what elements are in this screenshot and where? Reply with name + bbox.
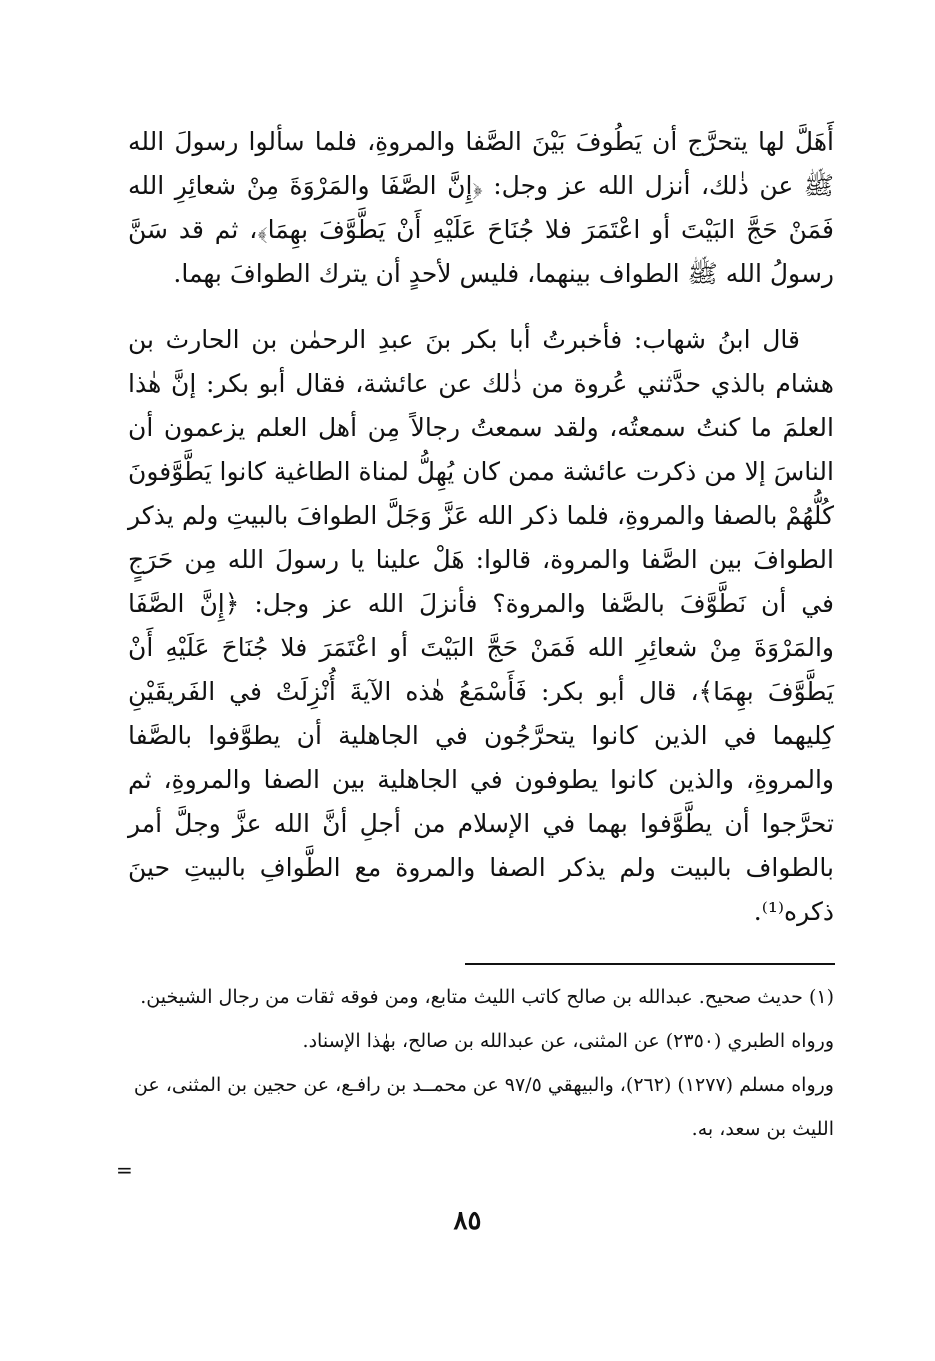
footnote-2: ورواه الطبري (٢٣٥٠) عن المثنى، عن عبدالله بن صالح، بهٰذا الإسناد. — [302, 1030, 834, 1052]
continuation-mark: = — [116, 1158, 133, 1182]
page-number: ٨٥ — [453, 1206, 482, 1236]
footnote-1: (١) حديث صحيح. عبدالله بن صالح كاتب الليث متابع، ومن فوقه ثقات من رجال الشيخين. — [140, 986, 834, 1008]
main-text — [128, 120, 834, 934]
paragraph-2: قال ابنُ شهاب: فأخبرتُ أبا بكر بنَ عبدِ الرحمٰن بن الحارث بن هشام بالذي حدَّثني عُروة من ذٰلك عن عائشة، فقال أبو بكر: إنَّ هٰذا العلمَ ما كنتُ سمعتُه، ولقد سمعتُ رجالاً مِن أهل العلم يزعمون أن الناسَ إلا من ذكرت عائشة ممن كان يُهِلُّ لمناة الطاغية كانوا يَطَّوَّفونَ كُلُّهُمْ بالصفا والمروةِ، فلما ذكر الله عَزَّ وَجَلَّ الطوافَ بالبيتِ ولم يذكر الطوافَ بين الصَّفا والمروة، قالوا: هَلْ علينا يا رسولَ الله مِن حَرَجٍ في أن نَطَّوَّفَ بالصَّفا والمروة؟ فأنزلَ الله عز وجل: ﴿إِنَّ الصَّفَا والمَرْوَةَ مِنْ شعائِرِ الله فَمَنْ حَجَّ البَيْتَ أو اعْتَمَرَ فلا جُنَاحَ عَلَيْهِ أَنْ يَطَّوَّفَ بهِمَا﴾، قال أبو بكر: فَأَسْمَعُ هٰذه الآيةَ أُنْزِلَتْ في الفَريقَيْنِ كِليهما في الذين كانوا يتحرَّجُون في الجاهلية أن يطوَّفوا بالصَّفا والمروةِ، والذين كانوا يطوفون في الجاهلية بين الصفا والمروةِ، ثم تحرَّجوا أن يطَّوَّفوا بهما في الإسلام من أجلِ أنَّ الله عزَّ وجلَّ أمر بالطواف بالبيت ولم يذكر الصفا والمروة مع الطَّوافِ بالبيتِ حينَ ذكره⁽¹⁾. — [128, 325, 834, 926]
paragraph-1: أَهَلَّ لها يتحرَّج أن يَطُوفَ بَيْنَ الصَّفا والمروةِ، فلما سألوا رسولَ الله ﷺ عن ذٰلك، أنزل الله عز وجل: ﴿إِنَّ الصَّفَا والمَرْوَةَ مِنْ شعائِرِ الله فَمَنْ حَجَّ البَيْتَ أو اعْتَمَرَ فلا جُنَاحَ عَلَيْهِ أَنْ يَطَّوَّفَ بهِمَا﴾، ثم قد سَنَّ رسولُ الله ﷺ الطواف بينهما، فليس لأحدٍ أن يترك الطوافَ بهما. — [128, 127, 834, 288]
footnote-divider — [465, 963, 835, 965]
footnote-3: ورواه مسلم (١٢٧٧) (٢٦٢)، والبيهقي ٩٧/٥ عن محمــد بن رافـع، عن حجين بن المثنى، عن الليث بن سعد، به. — [133, 1074, 834, 1140]
footnotes — [122, 975, 834, 1151]
